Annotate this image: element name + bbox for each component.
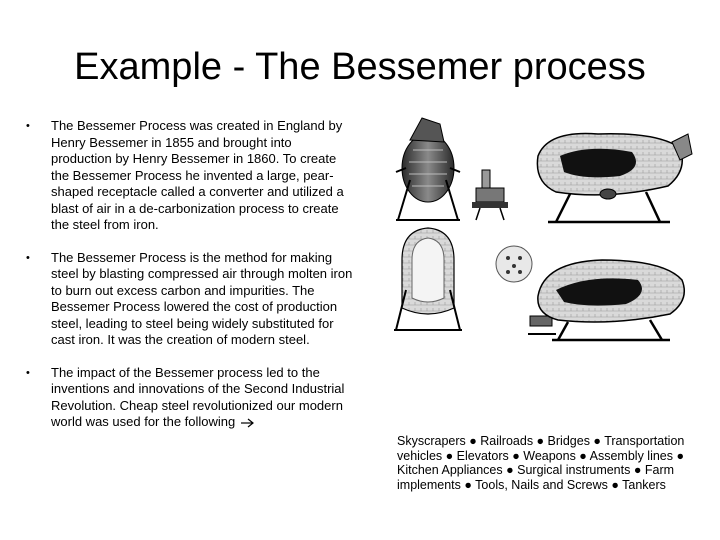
right-arrow-icon: [241, 418, 255, 428]
upright-converter-drawing: [396, 118, 508, 220]
bessemer-converter-illustration: [388, 110, 698, 342]
tilted-section-drawing: [538, 260, 684, 340]
bullet-marker: •: [26, 120, 30, 132]
bullet-text: The Bessemer Process is the method for making steel by blasting compressed air through molten iron to burn out excess carbon and impurities. The Bessemer Process lowered the cost of production steel, leading to steel being widely substituted for cast iron. It was the creation of modern steel.: [51, 249, 353, 347]
bullet-item: [22, 365, 354, 431]
tilted-converter-drawing: [537, 133, 692, 222]
steel-uses-text: Skyscrapers ● Railroads ● Bridges ● Transportation vehicles ● Elevators ● Weapons ● Assembly lines ● Kitchen Appliances ● Surgical instruments ● Farm implements ● Tools, Nails and Screws ● Tankers: [397, 434, 685, 492]
bullet-marker: •: [26, 251, 30, 264]
slide-title: Example - The Bessemer process: [74, 46, 646, 88]
bullet-text: The Bessemer Process was created in England by Henry Bessemer in 1855 and brought into production by Henry Bessemer in 1860. To create the Bessemer Process he invented a large, pear-shaped receptacle called a converter and utilized a blast of air in a de-carbonization process to create the steel from iron.: [51, 118, 344, 232]
bullet-text: The impact of the Bessemer process led to the inventions and innovations of the Second Industrial Revolution. Cheap steel revolutionized our modern world was used for the following: [51, 364, 345, 429]
bullet-item: [22, 118, 354, 234]
converter-section-drawing: [394, 228, 556, 334]
bullet-marker: •: [26, 366, 30, 379]
bullet-list: [22, 118, 354, 447]
bullet-item: [22, 250, 354, 349]
